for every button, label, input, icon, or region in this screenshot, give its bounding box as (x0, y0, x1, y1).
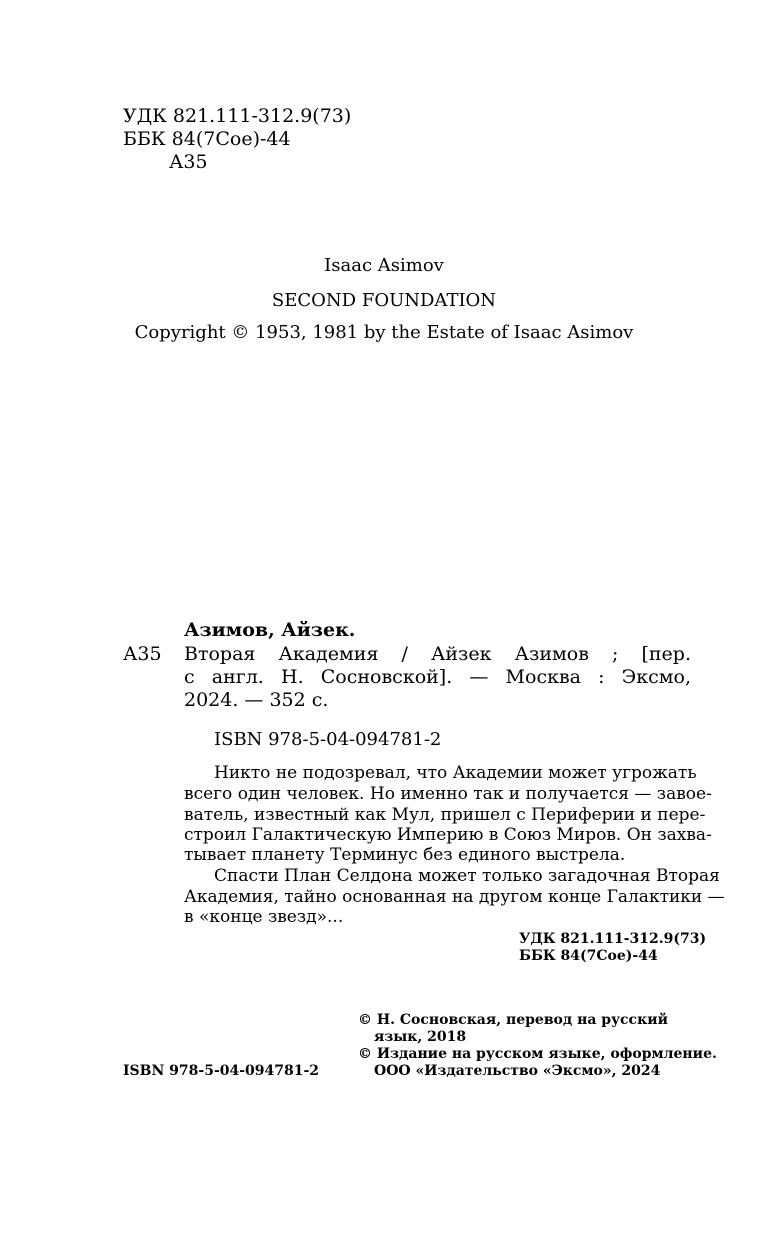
bib-bbk: ББК 84(7Сое)-44 (519, 948, 658, 964)
footer-isbn: ISBN 978-5-04-094781-2 (123, 1063, 320, 1079)
annotation-line-7: Академия, тайно основанная на другом конце Галактики — (184, 887, 725, 907)
annotation-line-6: Спасти План Селдона может только загадочная Вторая (214, 866, 720, 886)
annotation-line-1: Никто не подозревал, что Академии может угрожать (214, 763, 697, 783)
bbk-code: ББК 84(7Сое)-44 (123, 128, 291, 150)
bib-udk: УДК 821.111-312.9(73) (519, 931, 707, 947)
annotation-line-5: тывает планету Терминус без единого выстрела. (184, 845, 626, 865)
bib-desc-line-3: 2024. — 352 с. (184, 689, 329, 711)
annotation-line-3: ватель, известный как Мул, пришел с Периферии и пере- (184, 805, 706, 825)
bib-heading: Азимов, Айзек. (184, 619, 356, 641)
bib-desc-line-2: с англ. Н. Сосновской]. — Москва : Эксмо, (184, 666, 691, 688)
copyright-translation-line-2: язык, 2018 (374, 1029, 467, 1045)
original-copyright: Copyright © 1953, 1981 by the Estate of Isaac Asimov (134, 322, 634, 343)
bib-isbn: ISBN 978-5-04-094781-2 (214, 729, 442, 750)
annotation-line-2: всего один человек. Но именно так и получается — завое- (184, 784, 712, 804)
original-author: Isaac Asimov (324, 255, 444, 276)
copyright-translation-line-1: © Н. Сосновская, перевод на русский (358, 1012, 668, 1028)
author-mark: А35 (169, 151, 208, 173)
copyright-edition-line-1: © Издание на русском языке, оформление. (358, 1046, 717, 1062)
original-title: SECOND FOUNDATION (271, 290, 497, 311)
udk-code: УДК 821.111-312.9(73) (123, 105, 352, 127)
copyright-edition-line-2: ООО «Издательство «Эксмо», 2024 (374, 1063, 661, 1079)
bib-author-mark: А35 (123, 643, 162, 665)
bib-desc-line-1: Вторая Академия / Айзек Азимов ; [пер. (184, 643, 691, 665)
annotation-line-4: строил Галактическую Империю в Союз Миров. Он захва- (184, 825, 712, 845)
annotation-line-8: в «конце звезд»... (184, 907, 344, 927)
